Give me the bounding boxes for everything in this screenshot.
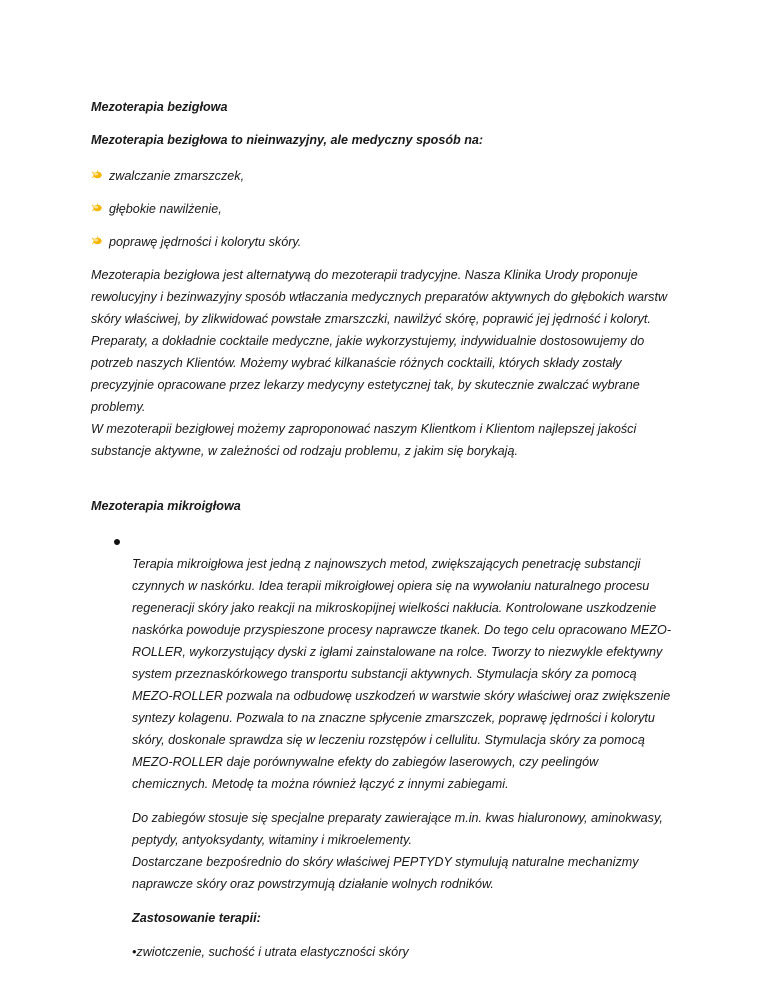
paragraph-alternative: Mezoterapia bezigłowa jest alternatywą do mezoterapii tradycyjne. Nasza Klinika Urody proponuje rewolucyjny i bezinwazyjny sposób wtłaczania medycznych preparatów aktywnych do głębokich warstw skóry właściwej, by zlikwidować powstałe zmarszczki, nawilżyć skórę, poprawić jej jędrność i koloryt. Preparaty, a dokładnie cocktaile medyczne, jakie wykorzystujemy, indywidualnie dostosowujemy do potrzeb naszych Klientów. Możemy wybrać kilkanaście różnych cocktaili, których składy zostały precyzyjnie opracowane przez lekarzy medycyny estetycznej tak, by skutecznie zwalczać wybrane problemy. <box>91 268 668 414</box>
micro-section-list <box>91 531 676 963</box>
benefit-text: zwalczanie zmarszczek, <box>109 169 245 183</box>
sun-bullet-icon <box>91 203 103 213</box>
spacer <box>132 929 676 941</box>
intro-subheading: Mezoterapia bezigłowa to nieinwazyjny, ale medyczny sposób na: <box>91 133 484 147</box>
paragraph-peptides: Dostarczane bezpośrednio do skóry właściwej PEPTYDY stymulują naturalne mechanizmy naprawcze skóry oraz powstrzymują działanie wolnych rodników. <box>132 855 639 891</box>
heading-mezoterapia-mikroigłowa: Mezoterapia mikroigłowa <box>91 499 241 513</box>
benefit-text: głębokie nawilżenie, <box>109 202 222 216</box>
list-item <box>91 531 676 963</box>
applications-heading: Zastosowanie terapii: <box>132 911 261 925</box>
document-content <box>91 96 676 963</box>
sun-bullet-icon <box>91 236 103 246</box>
heading-mezoterapia-bezigłowa: Mezoterapia bezigłowa <box>91 100 228 114</box>
bullet-disc-icon <box>114 539 120 545</box>
benefit-text: poprawę jędrności i kolorytu skóry. <box>109 235 302 249</box>
spacer <box>132 795 676 807</box>
spacer <box>132 895 676 907</box>
application-item: •zwiotczenie, suchość i utrata elastyczności skóry <box>132 945 409 959</box>
empty-bullet-line <box>132 531 676 553</box>
list-item <box>91 198 676 220</box>
benefits-list <box>91 165 676 253</box>
paragraph-substances: W mezoterapii bezigłowej możemy zaproponować naszym Klientkom i Klientom najlepszej jakości substancje aktywne, w zależności od rodzaju problemu, z jakim się borykają. <box>91 422 637 458</box>
list-item <box>91 231 676 253</box>
paragraph-micro-therapy: Terapia mikroigłowa jest jedną z najnowszych metod, zwiększających penetrację substancji czynnych w naskórku. Idea terapii mikroigłowej opiera się na wywołaniu naturalnego procesu regeneracji skóry jako reakcji na mikroskopijnej wielkości nakłucia. Kontrolowane uszkodzenie naskórka powoduje przyspieszone procesy naprawcze tkanek. Do tego celu opracowano MEZO-ROLLER, wykorzystujący dyski z igłami zainstalowane na rolce. Tworzy to niezwykle efektywny system przeznaskórkowego transportu substancji aktywnych. Stymulacja skóry za pomocą MEZO-ROLLER pozwala na odbudowę uszkodzeń w warstwie skóry właściwej oraz zwiększenie syntezy kolagenu. Pozwala to na znaczne spłycenie zmarszczek, poprawę jędrności i kolorytu skóry, doskonale sprawdza się w leczeniu rozstępów i cellulitu. Stymulacja skóry za pomocą MEZO-ROLLER daje porównywalne efekty do zabiegów laserowych, czy peelingów chemicznych. Metodę ta można również łączyć z innymi zabiegami. <box>132 557 672 791</box>
paragraph-preparations: Do zabiegów stosuje się specjalne preparaty zawierające m.in. kwas hialuronowy, aminokwasy, peptydy, antyoksydanty, witaminy i mikroelementy. <box>132 811 663 847</box>
sun-bullet-icon <box>91 170 103 180</box>
list-item <box>91 165 676 187</box>
